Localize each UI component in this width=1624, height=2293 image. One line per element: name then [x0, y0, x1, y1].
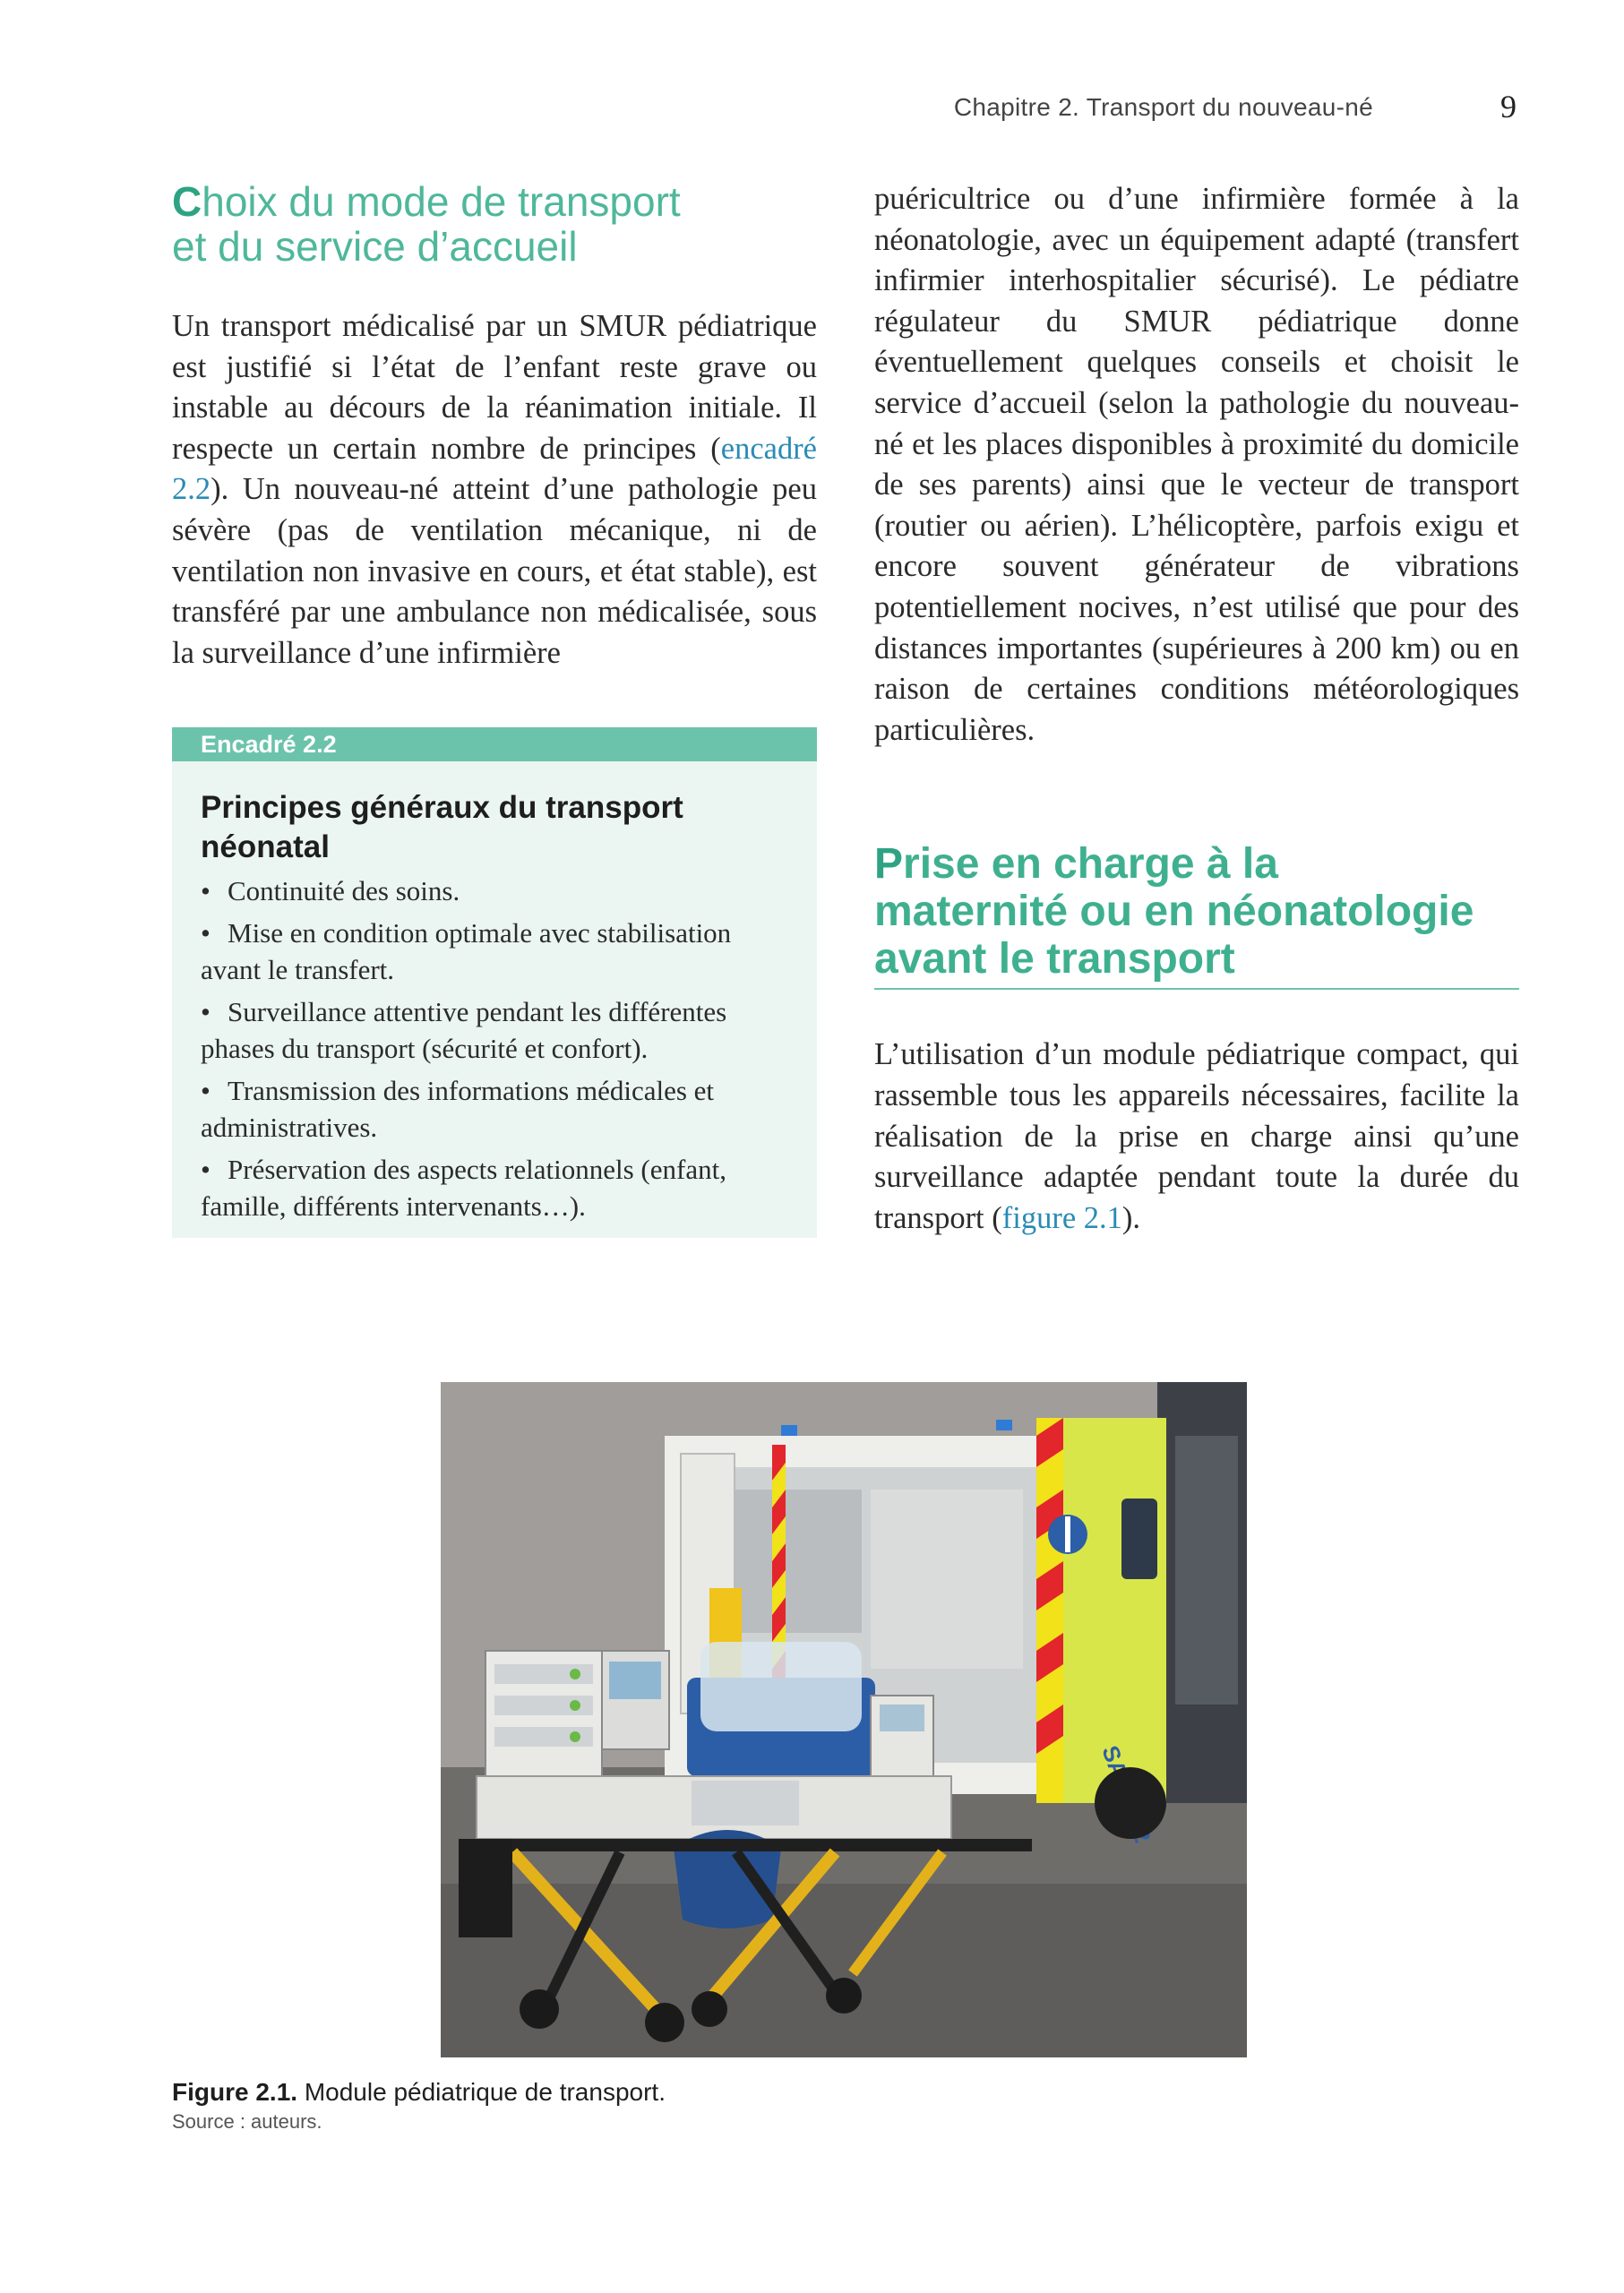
- paragraph-module-pediatrique: [874, 1035, 1519, 1239]
- page-number: 9: [1500, 89, 1517, 125]
- paragraph-text-end: ).: [1121, 1200, 1141, 1235]
- section-heading-prise-en-charge: [874, 840, 1519, 983]
- heading-line1: rise en charge à la: [903, 840, 1278, 889]
- list-item: [201, 993, 790, 1067]
- link-encadre-2-2[interactable]: encadré 2.2: [172, 431, 817, 507]
- list-item-text: Transmission des informations médicales et administratives.: [201, 1075, 715, 1143]
- heading-initial: C: [172, 178, 202, 225]
- encadre-box: [172, 727, 817, 1238]
- heading-underline: [874, 988, 1519, 990]
- caption-source: Source : auteurs.: [172, 2110, 322, 2133]
- running-header: [710, 89, 1517, 129]
- figure-caption: [172, 2078, 978, 2134]
- list-item: [201, 1151, 790, 1224]
- link-figure-2-1[interactable]: figure 2.1: [1001, 1200, 1122, 1235]
- heading-line1: hoix du mode de transport: [202, 178, 681, 225]
- photo-illustration: [441, 1382, 1247, 2057]
- box-title: Principes généraux du transport néonatal: [201, 790, 683, 864]
- bullet-icon: •: [201, 1075, 211, 1106]
- bullet-icon: •: [201, 917, 211, 949]
- bullet-icon: •: [201, 875, 211, 906]
- chapter-title: Chapitre 2. Transport du nouveau-né: [953, 93, 1373, 121]
- box-label: Encadré 2.2: [172, 727, 817, 761]
- left-column: [172, 179, 817, 674]
- bullet-icon: •: [201, 1154, 211, 1185]
- figure-photo-ambulance: [441, 1382, 1247, 2057]
- box-list: [172, 867, 817, 1224]
- paragraph-text: Un transport médicalisé par un SMUR pédiatrique est justifié si l’état de l’enfant reste grave ou instable au décours de la réanimation initiale. Il respecte un certain nombre de principes (: [172, 309, 817, 466]
- right-column: [874, 179, 1519, 1239]
- heading-line2: maternité ou en néonatologie: [874, 888, 1474, 936]
- list-item: [201, 1072, 790, 1146]
- heading-initial: P: [874, 840, 904, 889]
- list-item-text: Mise en condition optimale avec stabilisation avant le transfert.: [201, 917, 732, 985]
- list-item: [201, 915, 790, 988]
- bullet-icon: •: [201, 996, 211, 1027]
- list-item-text: Continuité des soins.: [228, 875, 460, 906]
- caption-label: Figure 2.1.: [172, 2078, 298, 2106]
- paragraph-puericultrice: puéricultrice ou d’une infirmière formée à la néonatologie, avec un équipement adapté (transfert infirmier interhospitalier sécurisé). Le pédiatre régulateur du SMUR pédiatrique donne éventuellement quelques conseils et choisit le service d’accueil (selon la pathologie du nouveau-né et les places disponibles à proximité du domicile de ses parents) ainsi que le vecteur de transport (routier ou aérien). L’hélicoptère, parfois exigu et encore souvent générateur de vibrations potentiellement nocives, n’est utilisé que pour des distances importantes (supérieures à 200 km) ou en raison de certaines conditions météorologiques particulières.: [874, 182, 1519, 747]
- caption-text: Module pédiatrique de transport.: [297, 2078, 666, 2106]
- section-heading-choix: [172, 179, 817, 269]
- list-item-text: Préservation des aspects relationnels (enfant, famille, différents intervenants…).: [201, 1154, 726, 1222]
- heading-line2: et du service d’accueil: [172, 223, 578, 270]
- list-item: [201, 872, 790, 909]
- paragraph-transport-medicalise: [172, 306, 817, 674]
- paragraph-text: L’utilisation d’un module pédiatrique compact, qui rassemble tous les appareils nécessaires, facilite la réalisation de la prise en charge ainsi qu’une surveillance adaptée pendant toute la durée du transport (: [874, 1037, 1519, 1235]
- list-item-text: Surveillance attentive pendant les différentes phases du transport (sécurité et confort).: [201, 996, 727, 1064]
- heading-line3: avant le transport: [874, 935, 1235, 983]
- paragraph-text-end: ). Un nouveau-né atteint d’une pathologie peu sévère (pas de ventilation mécanique, ni de ventilation non invasive en cours, et état stable), est transféré par une ambulance non médicalisée, sous la surveillance d’une infirmière: [172, 472, 817, 670]
